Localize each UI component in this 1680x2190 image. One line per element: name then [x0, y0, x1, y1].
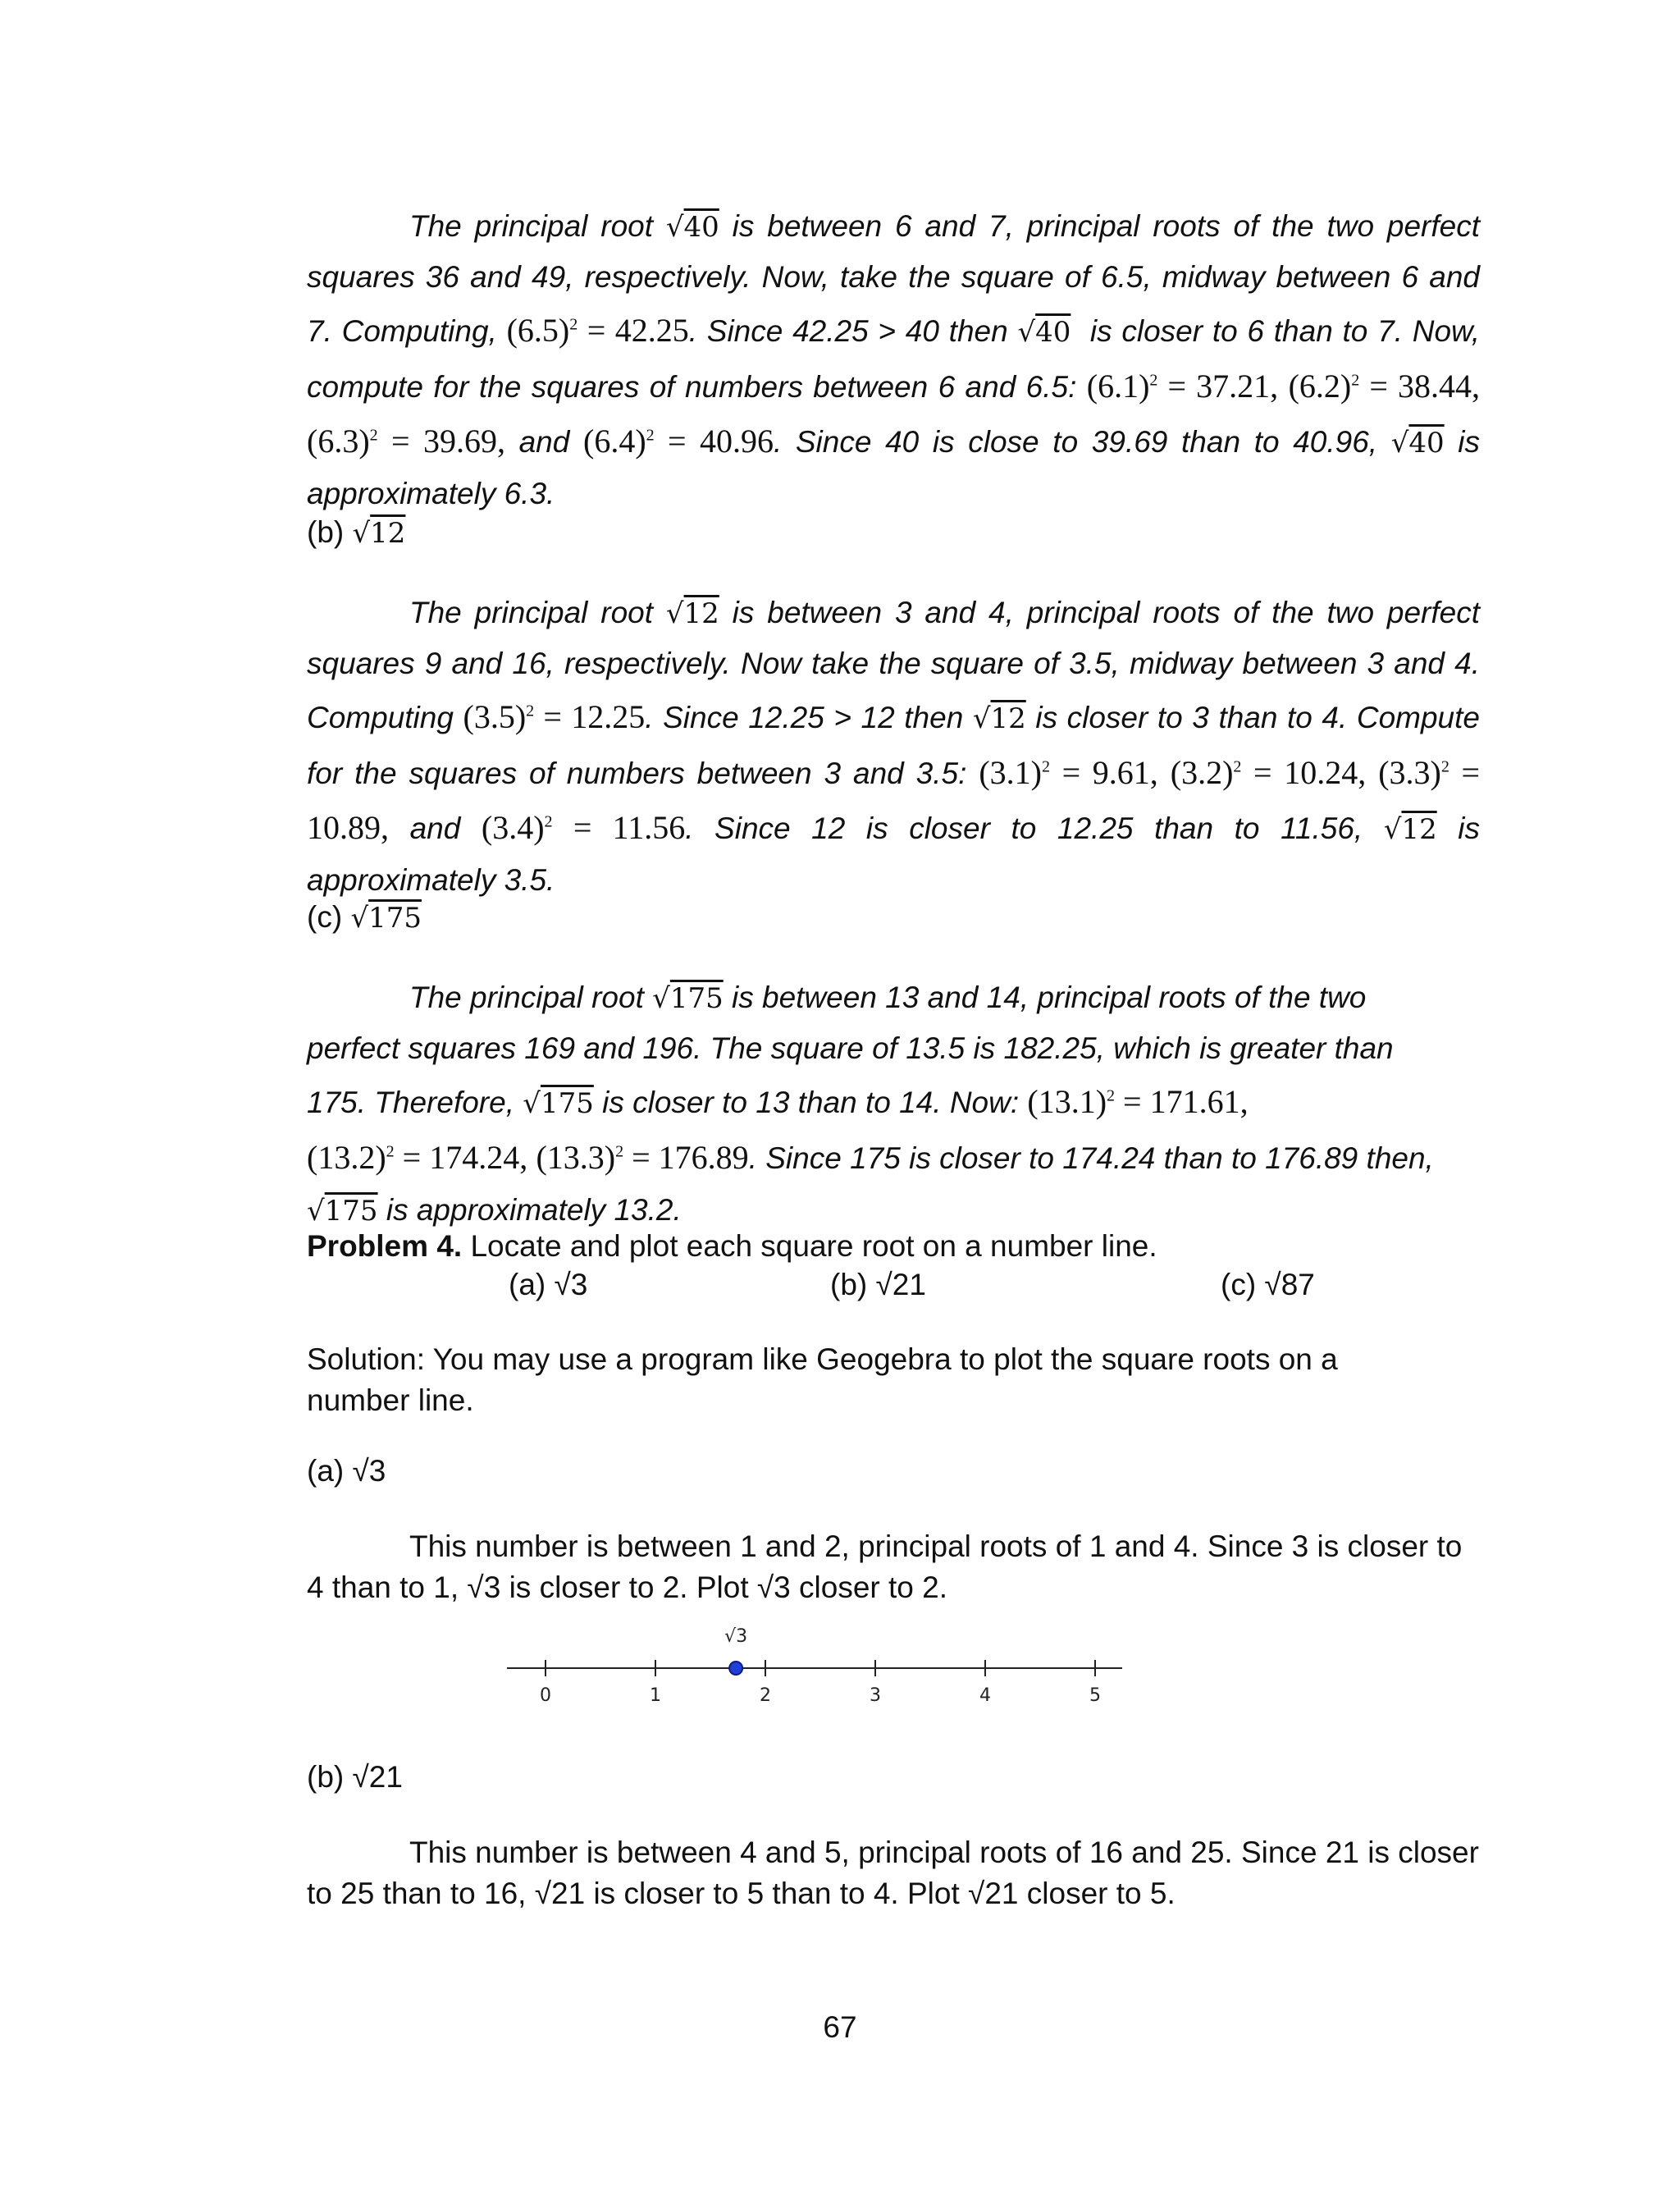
part-a-label: (a) √3 — [307, 1454, 386, 1488]
sqrt40-explanation: The principal root √40 is between 6 and 7, principal roots of the two perfect squares 36 and 49, respectively. Now, take the square of 6.5, midway between 6 and 7. Computing, $(6.5)^2 = 42.25$. Since 42.25 > 40 then √40 is closer to 6 than to 7. Now, compute for the squares of numbers between 6 and 6.5: $(6.1)^2 = 37.21$, $(6.2)^2 = 38.44$, $(6.3)^2 = 39.69$, and $(6.4)^2 = 40.96$. Since 40 is close to 39.69 than to 40.96, √40 is approximately 6.3. — [307, 209, 1481, 510]
point-label-sqrt3: √3 — [724, 1626, 748, 1647]
point-sqrt3[interactable] — [729, 1662, 742, 1675]
item-c-label: (c) √175 — [307, 900, 422, 935]
part-b-label: (b) √21 — [307, 1760, 403, 1794]
page-number: 67 — [823, 2010, 857, 2044]
tick-label-0: 0 — [540, 1685, 551, 1706]
part-b-text: This number is between 4 and 5, principal roots of 16 and 25. Since 21 is closer to 25 than to 16, √21 is closer to 5 than to 4. Plot √21 closer to 5. — [307, 1836, 1479, 1910]
part-a-text: This number is between 1 and 2, principal roots of 1 and 4. Since 3 is closer to 4 than to 1, √3 is closer to 2. Plot √3 closer to 2. — [307, 1529, 1463, 1604]
option-a: (a) √3 — [509, 1268, 588, 1301]
tick-label-5: 5 — [1089, 1685, 1101, 1706]
tick-label-4: 4 — [979, 1685, 991, 1706]
problem4-statement — [307, 1226, 1480, 1267]
tick-label-2: 2 — [760, 1685, 771, 1706]
solution-text: Solution: You may use a program like Geogebra to plot the square roots on a number line. — [307, 1342, 1338, 1417]
option-c: (c) √87 — [1221, 1268, 1315, 1301]
number-line — [500, 1612, 1132, 1715]
sqrt175-explanation: The principal root √175 is between 13 and 14, principal roots of the two perfect squares 169 and 196. The square of 13.5 is 182.25, which is greater than 175. Therefore, √175 is closer to 13 than to 14. Now: $(13.1)^2 = 171.61$, $(13.2)^2 = 174.24$, $(13.3)^2 = 176.89$. Since 175 is closer to 174.24 than to 176.89 then, √175 is approximately 13.2. — [307, 981, 1434, 1228]
problem4-text: Locate and plot each square root on a number line. — [470, 1229, 1157, 1263]
problem4-heading: Problem 4. — [307, 1229, 463, 1263]
tick-label-1: 1 — [650, 1685, 661, 1706]
sqrt12-explanation: The principal root √12 is between 3 and 4, principal roots of the two perfect squares 9 and 16, respectively. Now take the square of 3.5, midway between 3 and 4. Computing $(3.5)^2 = 12.25$. Since 12.25 > 12 then √12 is closer to 3 than to 4. Compute for the squares of numbers between 3 and 3.5: $(3.1)^2 = 9.61$, $(3.2)^2 = 10.24$, $(3.3)^2 = 10.89$, and $(3.4)^2 = 11.56$. Since 12 is closer to 12.25 than to 11.56, √12 is approximately 3.5. — [307, 596, 1481, 897]
item-b-label: (b) √12 — [307, 515, 406, 550]
option-b: (b) √21 — [830, 1268, 926, 1301]
tick-label-3: 3 — [870, 1685, 881, 1706]
